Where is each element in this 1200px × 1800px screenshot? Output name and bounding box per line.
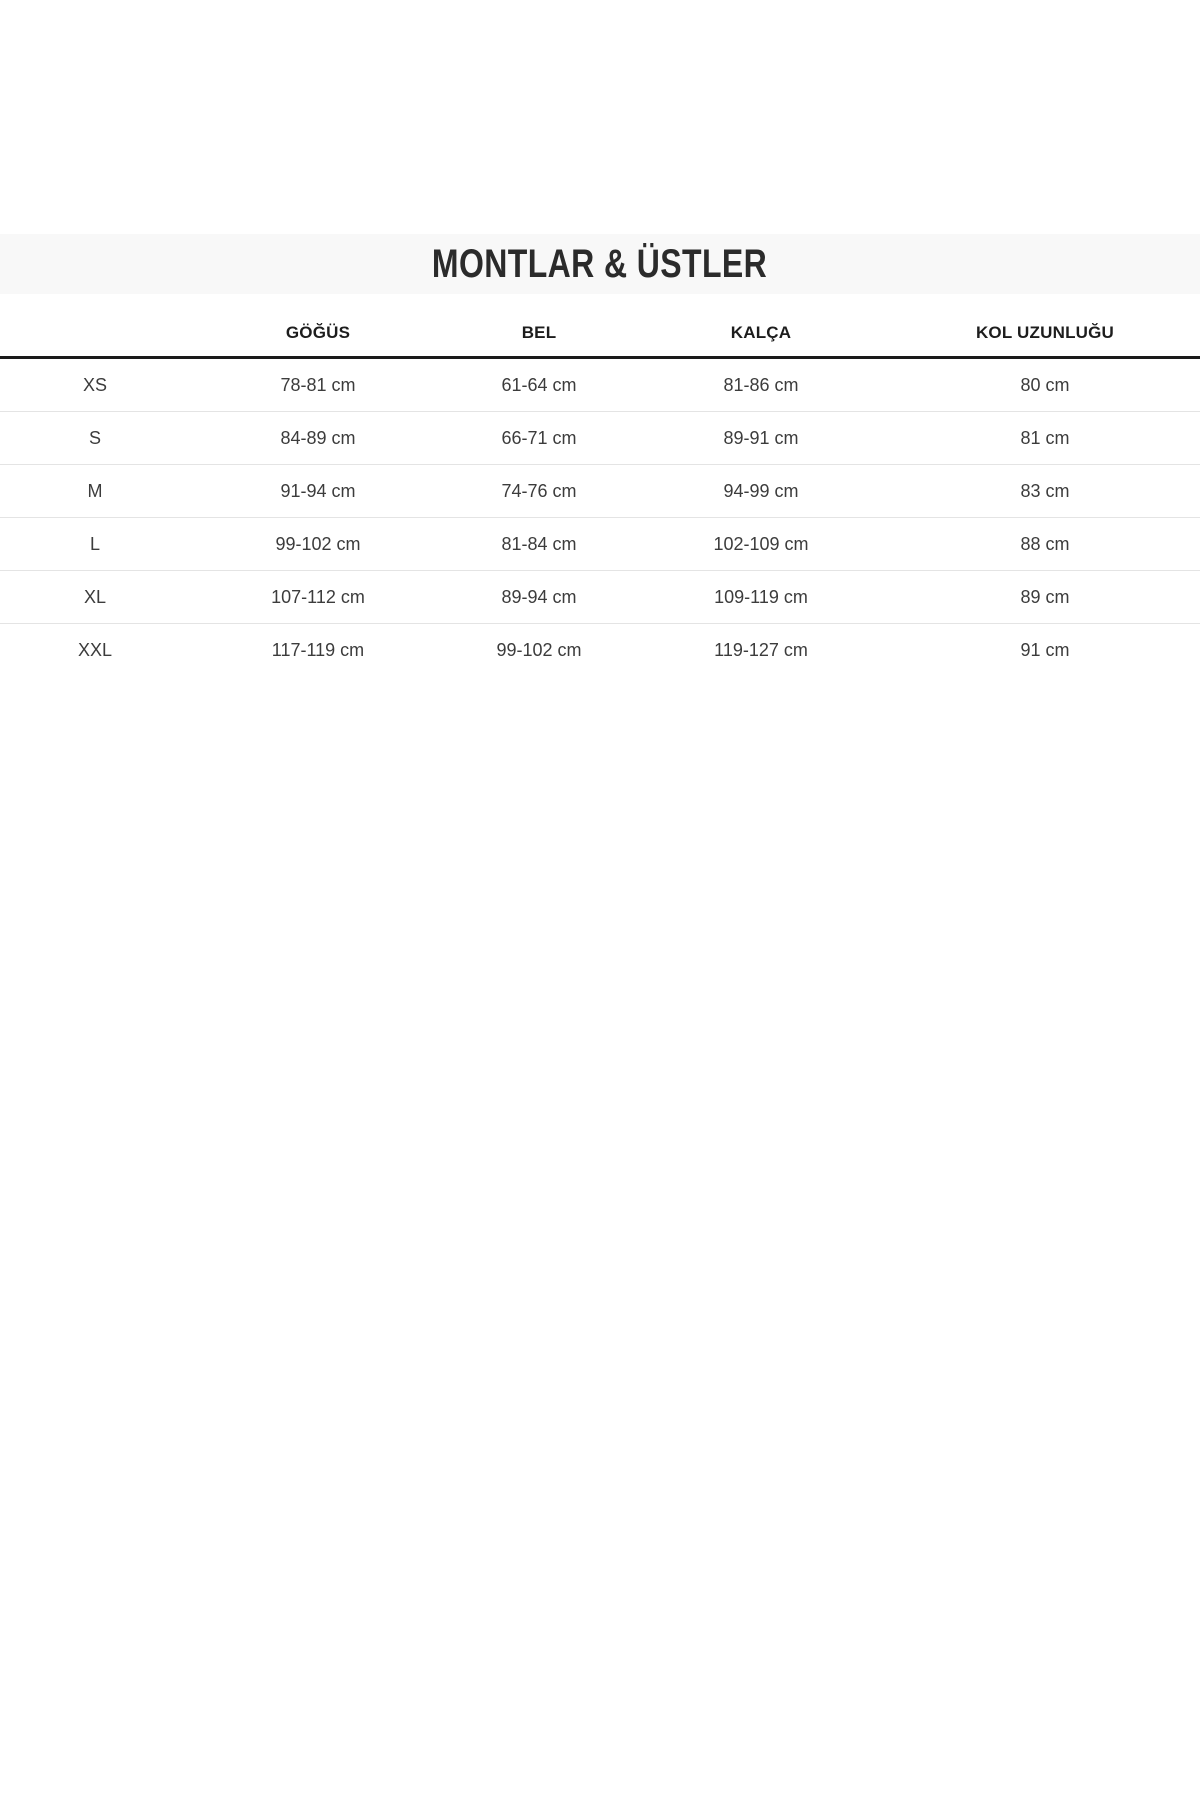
waist-value: 81-84 cm bbox=[501, 533, 577, 554]
hip-value: 109-119 cm bbox=[714, 586, 808, 607]
hip-value: 119-127 cm bbox=[714, 639, 808, 660]
header-row bbox=[0, 310, 1200, 358]
hip-value: 102-109 cm bbox=[713, 533, 809, 554]
waist-value: 74-76 cm bbox=[501, 480, 577, 501]
hip-value: 89-91 cm bbox=[723, 427, 799, 448]
size-chart-table bbox=[0, 310, 1200, 676]
sleeve-value: 91 cm bbox=[1020, 639, 1070, 660]
size-label: XS bbox=[82, 374, 107, 395]
table-row-xxl bbox=[0, 624, 1200, 677]
hip-value: 94-99 cm bbox=[723, 480, 799, 501]
sleeve-value: 83 cm bbox=[1020, 480, 1070, 501]
table-row-xl bbox=[0, 571, 1200, 624]
chest-value: 84-89 cm bbox=[280, 427, 356, 448]
size-chart-table-header bbox=[0, 310, 1200, 358]
column-header-hip: KALÇA bbox=[730, 323, 792, 342]
column-header-waist: BEL bbox=[521, 323, 557, 342]
waist-value: 66-71 cm bbox=[501, 427, 577, 448]
sleeve-value: 81 cm bbox=[1020, 427, 1070, 448]
sleeve-value: 80 cm bbox=[1020, 374, 1070, 395]
waist-value: 99-102 cm bbox=[496, 639, 582, 660]
size-label: XL bbox=[83, 586, 107, 607]
chest-value: 107-112 cm bbox=[271, 586, 365, 607]
sleeve-value: 88 cm bbox=[1020, 533, 1070, 554]
chest-value: 117-119 cm bbox=[271, 639, 365, 660]
chest-value: 78-81 cm bbox=[280, 374, 356, 395]
size-chart-table-body bbox=[0, 358, 1200, 677]
column-header-sleeve: KOL UZUNLUĞU bbox=[975, 323, 1115, 342]
column-header-size bbox=[0, 310, 190, 358]
waist-value: 89-94 cm bbox=[501, 586, 577, 607]
table-row-xs bbox=[0, 358, 1200, 412]
table-row-s bbox=[0, 412, 1200, 465]
sleeve-value: 89 cm bbox=[1020, 586, 1070, 607]
chest-value: 91-94 cm bbox=[280, 480, 356, 501]
page-title: MONTLAR & ÜSTLER bbox=[432, 241, 768, 286]
size-label: M bbox=[87, 480, 103, 501]
table-row-m bbox=[0, 465, 1200, 518]
size-label: XXL bbox=[77, 639, 113, 660]
title-band bbox=[0, 234, 1200, 294]
column-header-chest: GÖĞÜS bbox=[285, 323, 351, 342]
chest-value: 99-102 cm bbox=[275, 533, 361, 554]
hip-value: 81-86 cm bbox=[723, 374, 799, 395]
table-row-l bbox=[0, 518, 1200, 571]
waist-value: 61-64 cm bbox=[501, 374, 577, 395]
size-label: L bbox=[89, 533, 100, 554]
size-label: S bbox=[88, 427, 101, 448]
